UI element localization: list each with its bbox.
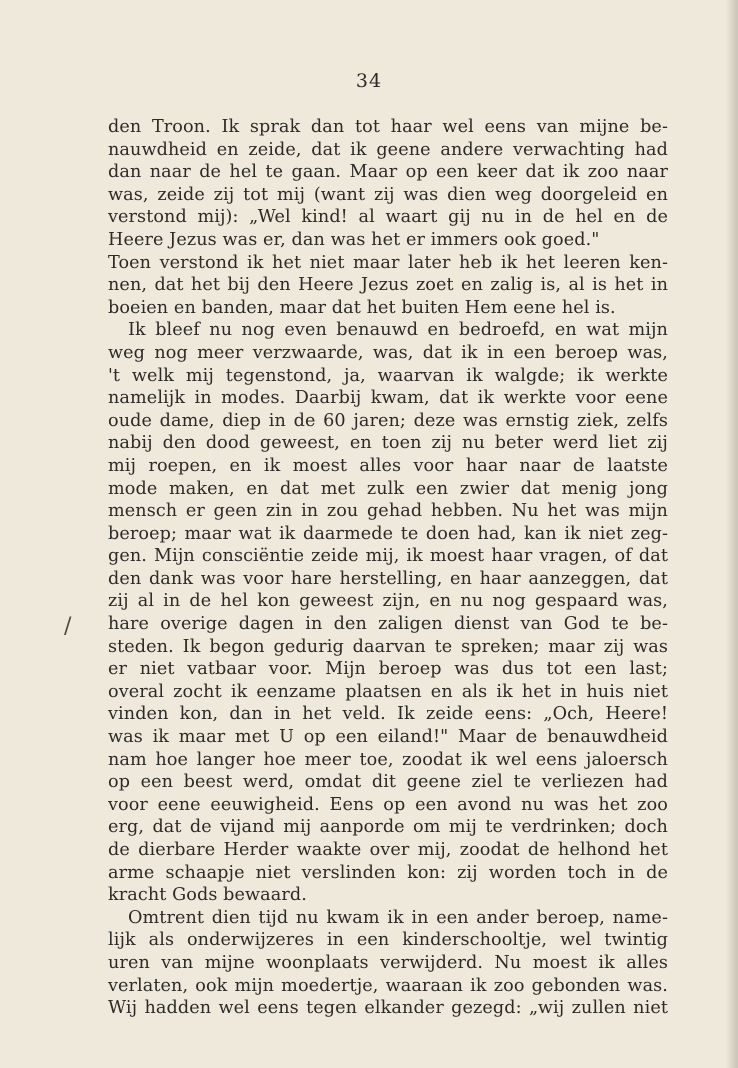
- text-line: nauwdheid en zeide, dat ik geene andere verwachting had: [108, 139, 668, 160]
- text-line: 't welk mij tegenstond, ja, waarvan ik walgde; ik werkte: [108, 365, 668, 386]
- text-line: Heere Jezus was er, dan was het er immers ook goed.": [108, 229, 600, 250]
- text-line: verlaten, ook mijn moedertje, waaraan ik zoo gebonden was.: [108, 975, 668, 996]
- text-line: voor eene eeuwigheid. Eens op een avond nu was het zoo: [108, 794, 668, 815]
- text-line: den dank was voor hare herstelling, en haar aanzeggen, dat: [108, 568, 668, 589]
- page-edge-shadow: [726, 0, 738, 1068]
- text-line: nam hoe langer hoe meer toe, zoodat ik wel eens jaloersch: [108, 749, 668, 770]
- text-line: mij roepen, en ik moest alles voor haar naar de laatste: [108, 455, 668, 476]
- text-line: was, zeide zij tot mij (want zij was dien weg doorgeleid en: [108, 184, 668, 205]
- text-line: weg nog meer verzwaarde, was, dat ik in een beroep was,: [108, 342, 668, 363]
- text-line: Toen verstond ik het niet maar later heb ik het leeren ken-: [108, 252, 668, 273]
- text-line: boeien en banden, maar dat het buiten Hem eene hel is.: [108, 297, 616, 318]
- text-line: dan naar de hel te gaan. Maar op een keer dat ik zoo naar: [108, 162, 668, 183]
- text-line: arme schaapje niet verslinden kon: zij worden toch in de: [108, 862, 668, 883]
- text-line: nen, dat het bij den Heere Jezus zoet en zalig is, al is het in: [108, 275, 668, 296]
- text-line: lijk als onderwijzeres in een kinderschooltje, wel twintig: [108, 930, 668, 951]
- text-line: hare overige dagen in den zaligen dienst van God te be-: [108, 614, 668, 635]
- text-line: namelijk in modes. Daarbij kwam, dat ik werkte voor eene: [108, 388, 668, 409]
- text-line: uren van mijne woonplaats verwijderd. Nu moest ik alles: [108, 952, 668, 973]
- text-line: erg, dat de vijand mij aanporde om mij te verdrinken; doch: [108, 817, 668, 838]
- body-text: [108, 116, 668, 1020]
- text-line: vinden kon, dan in het veld. Ik zeide eens: „Och, Heere!: [108, 704, 668, 725]
- text-line: steden. Ik begon gedurig daarvan te spreken; maar zij was: [108, 636, 668, 657]
- text-line: nabij den dood geweest, en toen zij nu beter werd liet zij: [108, 433, 668, 454]
- margin-pencil-mark: /: [64, 614, 72, 639]
- text-line: er niet vatbaar voor. Mijn beroep was dus tot een last;: [108, 659, 668, 680]
- text-line: oude dame, diep in de 60 jaren; deze was ernstig ziek, zelfs: [108, 410, 668, 431]
- text-line: mode maken, en dat met zulk een zwier dat menig jong: [108, 478, 668, 499]
- text-line: de dierbare Herder waakte over mij, zoodat de helhond het: [108, 840, 668, 860]
- text-line: zij al in de hel kon geweest zijn, en nu nog gespaard was,: [108, 591, 668, 612]
- text-line: gen. Mijn consciëntie zeide mij, ik moest haar vragen, of dat: [108, 546, 668, 567]
- text-line: verstond mij): „Wel kind! al waart gij nu in de hel en de: [108, 207, 668, 228]
- text-line: mensch er geen zin in zou gehad hebben. Nu het was mijn: [108, 501, 668, 522]
- text-line: Omtrent dien tijd nu kwam ik in een ander beroep, name-: [128, 907, 668, 928]
- text-line: Ik bleef nu nog even benauwd en bedroefd, en wat mijn: [128, 320, 668, 341]
- text-line: den Troon. Ik sprak dan tot haar wel eens van mijne be-: [108, 117, 668, 137]
- text-line: kracht Gods bewaard.: [108, 885, 307, 906]
- text-line: op een beest werd, omdat dit geene ziel te verliezen had: [108, 772, 668, 793]
- text-line: overal zocht ik eenzame plaatsen en als ik het in huis niet: [108, 681, 668, 702]
- page-number: 34: [355, 70, 383, 92]
- text-line: beroep; maar wat ik daarmede te doen had, kan ik niet zeg-: [108, 523, 668, 544]
- text-line: was ik maar met U op een eiland!" Maar de benauwdheid: [108, 727, 668, 748]
- text-line: Wij hadden wel eens tegen elkander gezegd: „wij zullen niet: [108, 998, 668, 1019]
